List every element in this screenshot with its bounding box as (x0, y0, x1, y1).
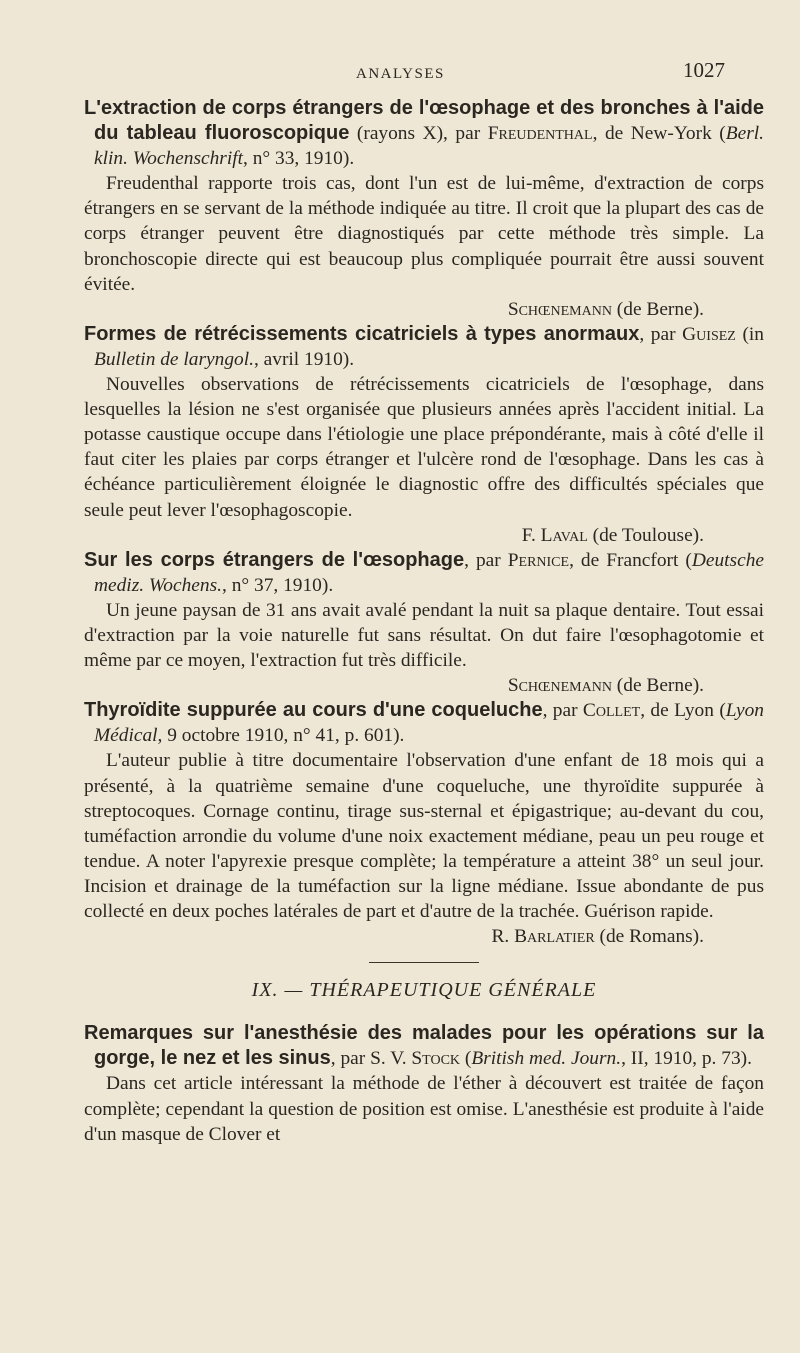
entry-title: L'extraction de corps étrangers de l'œsophage et des bronches à l'aide du tableau fluoroscopique (84, 97, 764, 145)
entry-author: Pernice (507, 549, 570, 571)
entry-journal: Berl. klin. Wochenschrift (94, 123, 764, 170)
entry-body: Nouvelles observations de rétrécissements cicatriciels de l'œsophage, dans lesquelles la lésion ne s'est organisée que plusieurs années après l'accident initial. La potasse caustique occupe dans l'étiologie une place prépondérante, mais à côté d'elle il faut citer les plaies par corps étranger et l'ulcère rond de l'œsophage. Dans les cas à échéance particulièrement éloignée le diagnostic offre des difficultés spéciales que seule peut lever l'œsophagoscopie. (84, 374, 764, 521)
entry-author: Freudenthal (487, 123, 593, 145)
entry-heading (84, 698, 764, 748)
reviewer-name: F. Laval (521, 524, 588, 546)
article-body (84, 96, 764, 1147)
entry-ref: (in (735, 323, 764, 345)
reviewer-place: (de Toulouse). (587, 524, 704, 546)
entry-reviewer (84, 924, 764, 949)
entry-ref: ( (460, 1048, 472, 1070)
running-title: ANALYSES (356, 66, 445, 82)
reviewer-place: (de Romans). (594, 926, 704, 948)
entry-journal: Bulletin de laryngol. (94, 348, 254, 370)
page-number: 1027 (683, 58, 725, 82)
section-heading: IX. — THÉRAPEUTIQUE GÉNÉRALE (251, 979, 597, 1002)
section-divider (369, 962, 479, 963)
entry-title: Sur les corps étrangers de l'œsophage (84, 548, 465, 571)
entry-author: S. V. Stock (370, 1048, 461, 1070)
entry-ref: (rayons X), par (349, 123, 488, 145)
entry-ref: , de New-York ( (592, 123, 726, 145)
entry-body: L'auteur publie à titre documentaire l'observation d'une enfant de 18 mois qui a présenté, à la quatrième semaine d'une coqueluche, une thyroïdite suppurée à streptocoques. Cornage continu, tirage sus-sternal et épigastrique; au-devant du cou, tuméfaction arrondie du volume d'une noix exactement médiane, peau un peu rouge et tendue. A noter l'apyrexie presque complète; la température a atteint 38° un seul jour. Incision et drainage de la tuméfaction sur la ligne médiane. Issue abondante de pus collecté en deux poches latérales de part et d'autre de la trachée. Guérison rapide. (84, 750, 764, 922)
entry-title: Thyroïdite suppurée au cours d'une coqueluche (84, 699, 543, 722)
entry-title: emarques sur l'anesthésie des malades pour les opérations sur la gorge, le nez et les sinus (94, 1022, 764, 1070)
entry-ref: , par (542, 700, 583, 722)
entry-reviewer (84, 297, 764, 322)
entry-journal: Lyon Médical (94, 700, 764, 747)
entry-ref: , par (639, 323, 683, 345)
entry-body: Dans cet article intéressant la méthode de l'éther à découvert est traitée de façon complète; cependant la question de position est omise. L'anesthésie est produite à l'aide d'un masque de Clover et (84, 1073, 764, 1145)
entry-journal: British med. Journ. (471, 1048, 622, 1070)
entry-heading (84, 548, 764, 598)
reviewer-name: Schœnemann (507, 675, 612, 697)
entry-journal: Deutsche mediz. Wochens. (94, 549, 765, 596)
entry-body: Un jeune paysan de 31 ans avait avalé pendant la nuit sa plaque dentaire. Tout essai d'extraction par la voie naturelle fut sans résultat. On dut faire l'œsophagotomie et même par ce moyen, l'extraction fut très difficile. (84, 599, 764, 672)
entry-author: Collet (582, 700, 641, 722)
entry-ref: , de Lyon ( (640, 700, 726, 722)
entry-ref: , avril 1910). (253, 348, 355, 370)
entry-body: Freudenthal rapporte trois cas, dont l'un est de lui-même, d'extraction de corps étrangers en se servant de la méthode indiquée au titre. Il croit que la plupart des cas de corps étranger peuvent être diagnostiqués par cette méthode très simple. La bronchoscopie directe qui est beaucoup plus compliquée pourrait être aussi souvent évitée. (84, 173, 764, 295)
entry-reviewer (84, 673, 764, 698)
entry-author: Guisez (682, 323, 736, 345)
entry-title: Formes de rétrécissements cicatriciels à types anormaux (84, 322, 640, 345)
reviewer-name: R. Barlatier (491, 926, 595, 948)
entry-ref: , n° 37, 1910). (222, 574, 334, 596)
reviewer-name: Schœnemann (507, 298, 612, 320)
entry-ref: , par (330, 1048, 371, 1070)
reviewer-place: (de Berne). (611, 298, 704, 320)
entry-heading (84, 1021, 764, 1071)
entry-title-initial: R (84, 1022, 99, 1045)
entry-heading (84, 96, 764, 171)
entry-ref: , II, 1910, p. 73). (621, 1048, 752, 1070)
reviewer-place: (de Berne). (611, 675, 704, 697)
entry-reviewer (84, 523, 764, 548)
entry-ref: , de Francfort ( (569, 549, 692, 571)
entry-ref: , 9 octobre 1910, n° 41, p. 601). (157, 725, 405, 747)
entry-ref: , n° 33, 1910). (243, 148, 355, 170)
entry-ref: , par (464, 549, 508, 571)
entry-heading (84, 322, 764, 372)
running-header (0, 58, 800, 88)
